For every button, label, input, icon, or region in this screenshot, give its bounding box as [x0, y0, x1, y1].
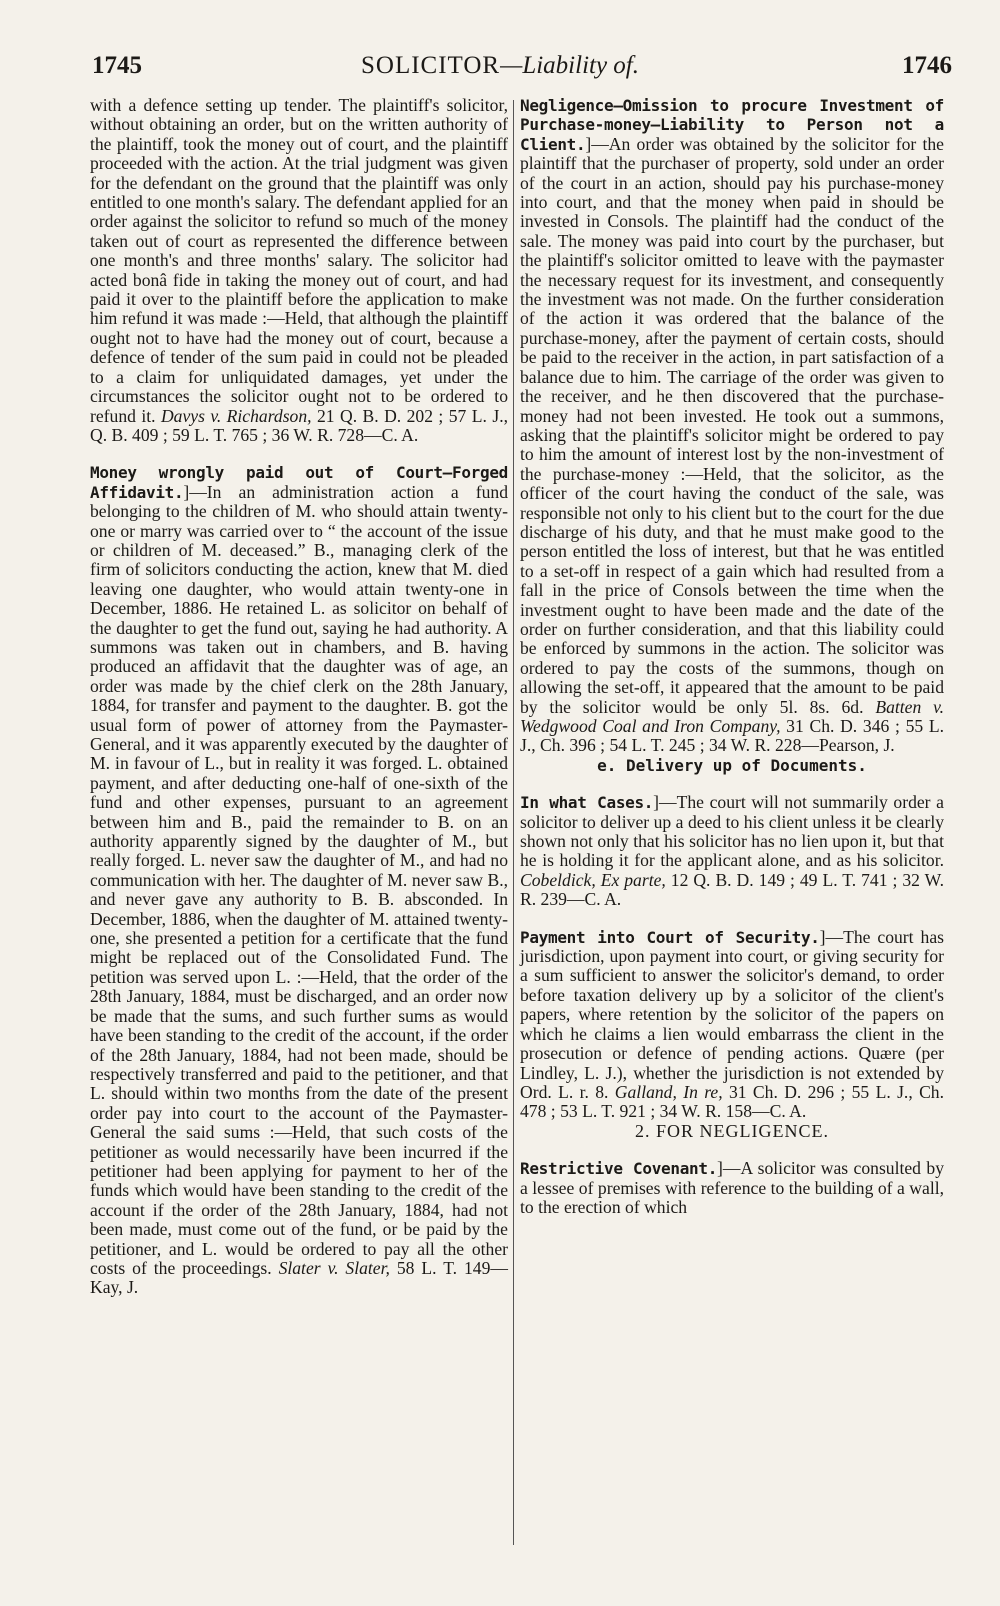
- entry-heading: Negligence—Omission to procure Investment of Purchase-money—Liability to Person not a Client.: [520, 96, 944, 154]
- entry-heading: Payment into Court of Security.: [520, 927, 820, 947]
- entry-body: ]—An order was obtained by the solicitor for the plaintiff that the purchaser of property, sold under an order of the court in an action, should pay his purchase-money into court, and that the money when paid in should be invested in Consols. The plaintiff had the conduct of the sale. The money was paid into court by the purchaser, but the plaintiff's solicitor omitted to leave with the paymaster the necessary request for its investment, and consequently the investment was not made. On the further consideration of the action it was ordered that the balance of the purchase-money, after the payment of certain costs, should be paid to the receiver in the action, in part satisfaction of a balance due to him. The carriage of the order was given to the receiver, and he then discovered that the purchase-money had not been invested. He took out a summons, asking that the plaintiff's solicitor might be ordered to pay to him the amount of interest lost by the non-investment of the purchase-money :—Held, that the solicitor, as the officer of the court having the conduct of the sale, was responsible not only to his client but to the court for the due discharge of his duty, and that he must make good to the person entitled the loss of interest, but that he was entitled to a set-off in respect of a gain which had resulted from a fall in the price of Consols between the time when the investment ought to have been made and the date of the order on further consideration, and that this liability could be enforced by summons in the action. The solicitor was ordered to pay the costs of the summons, though on allowing the set-off, it appeared that the amount to be paid by the solicitor would be only 5l. 8s. 6d.: [520, 133, 944, 717]
- entry-heading: In what Cases.: [520, 793, 654, 813]
- entry-payment-into-court: [520, 928, 944, 1122]
- entry-body: with a defence setting up tender. The plaintiff's solicitor, without obtaining an order, but on the written authority of the plaintiff, took the money out of court, and the plaintiff proceeded with the action. At the trial judgment was given for the defendant on the ground that the plaintiff was only entitled to one month's salary. The defendant applied for an order against the solicitor to refund so much of the money taken out of court as represented the difference between one month's and three months' salary. The solicitor had acted bonâ fide in taking the money out of court, and had paid it over to the plaintiff before the application to make him refund it was made :—Held, that although the plaintiff ought not to have had the money out of court, because a defence of tender of the sum paid in could not be pleaded to a claim for unliquidated damages, yet under the circumstances the solicitor ought not to be ordered to refund it.: [90, 95, 508, 426]
- section-heading-delivery-up: e. Delivery up of Documents.: [597, 755, 867, 775]
- entry-negligence-omission: [520, 96, 944, 756]
- case-citation: Batten v. Wedgwood Coal and Iron Company,: [520, 696, 944, 736]
- entry-body: ]—The court has jurisdiction, upon payment into court, or giving security for a sum sufficient to answer the solicitor's demand, to order before taxation delivery up by a solicitor of the client's papers, where retention by the solicitor of the papers on which he claims a lien would embarrass the client in the prosecution or defence of pending actions. Quære (per Lindley, L. J.), whether the jurisdiction is not extended by Ord. L. r. 8.: [520, 926, 944, 1102]
- case-citation: Davys v. Richardson,: [160, 405, 312, 426]
- running-title-sub: —Liability of.: [500, 52, 639, 79]
- running-title-main: SOLICITOR: [360, 52, 501, 79]
- section-heading-for-negligence: 2. FOR NEGLIGENCE.: [635, 1120, 829, 1141]
- case-citation: Galland, In re,: [614, 1081, 723, 1102]
- case-citation: Slater v. Slater,: [278, 1257, 390, 1278]
- law-report-reference: 58 L. T. 149—Kay, J.: [90, 1257, 508, 1298]
- entry-money-wrongly-paid-out: [90, 463, 508, 1297]
- entry-restrictive-covenant: [520, 1159, 944, 1217]
- column-divider: [513, 100, 514, 1545]
- entry-davys-v-richardson: [90, 96, 508, 445]
- entry-body: ]—The court will not summarily order a solicitor to deliver up a deed to his client unless it be clearly shown not only that his solicitor has no lien upon it, but that he is holding it for the applicant alone, and as his solicitor.: [520, 792, 944, 871]
- case-citation: Cobeldick, Ex parte,: [520, 869, 666, 890]
- right-page-number: 1746: [902, 52, 952, 79]
- entry-in-what-cases: [520, 793, 944, 909]
- entry-heading: Restrictive Covenant.: [520, 1159, 718, 1179]
- left-column: [90, 96, 508, 1298]
- entry-heading: Money wrongly paid out of Court—Forged Affidavit.: [90, 463, 508, 502]
- running-header: [0, 52, 1000, 92]
- entry-body: ]—In an administration action a fund belonging to the children of M. who should attain twenty-one or marry was carried over to “ the account of the issue or children of M. deceased.” B., managing clerk of the firm of solicitors conducting the action, knew that M. died leaving one daughter, who would attain twenty-one in December, 1886. He retained L. as solicitor on behalf of the daughter to get the fund out, saying he had authority. A summons was taken out in chambers, and B. having produced an affidavit that the daughter was of age, an order was made by the chief clerk on the 28th January, 1884, for transfer and payment to the daughter. B. got the usual form of power of attorney from the Paymaster-General, and it was apparently executed by the daughter of M. in favour of L., but in reality it was forged. L. obtained payment, and after deducting one-half of one-sixth of the fund and other expenses, pursuant to an agreement between him and B., paid the remainder to B. on an authority apparently signed by the daughter of M., but really forged. L. never saw the daughter of M., and had no communication with her. The daughter of M. never saw B., and never gave any authority to B. B. absconded. In December, 1886, when the daughter of M. attained twenty-one, she presented a petition for a certificate that the fund might be replaced out of the Consolidated Fund. The petition was served upon L. :—Held, that the order of the 28th January, 1884, must be discharged, and an order now be made that the sums, and such further sums as would have been standing to the credit of the account, if the order of the 28th January, 1884, had not been made, should be respectively transferred and paid to the petitioner, and that L. should within two months from the date of the present order pay into court to the account of the Paymaster-General the said sums :—Held, that such costs of the petitioner as would necessarily have been incurred if the petitioner had been applying for payment to her of the funds which would have been standing to the credit of the account if the order of the 28th January, 1884, had not been made, must come out of the fund, or be paid by the petitioner, and L. would be ordered to pay all the other costs of the proceedings.: [90, 481, 508, 1278]
- law-report-reference: 31 Ch. D. 346 ; 55 L. J., Ch. 396 ; 54 L. T. 245 ; 34 W. R. 228—Pearson, J.: [520, 716, 945, 756]
- running-title: [0, 52, 1000, 80]
- law-report-reference: 31 Ch. D. 296 ; 55 L. J., Ch. 478 ; 53 L. T. 921 ; 34 W. R. 158—C. A.: [520, 1081, 944, 1122]
- right-column: [520, 96, 944, 1217]
- left-page-number: 1745: [92, 52, 142, 79]
- law-report-reference: 21 Q. B. D. 202 ; 57 L. J., Q. B. 409 ; 59 L. T. 765 ; 36 W. R. 728—C. A.: [90, 405, 508, 445]
- entry-body: ]—A solicitor was consulted by a lessee of premises with reference to the building of a wall, to the erection of which: [520, 1158, 944, 1217]
- law-report-reference: 12 Q. B. D. 149 ; 49 L. T. 741 ; 32 W. R. 239—C. A.: [520, 869, 944, 910]
